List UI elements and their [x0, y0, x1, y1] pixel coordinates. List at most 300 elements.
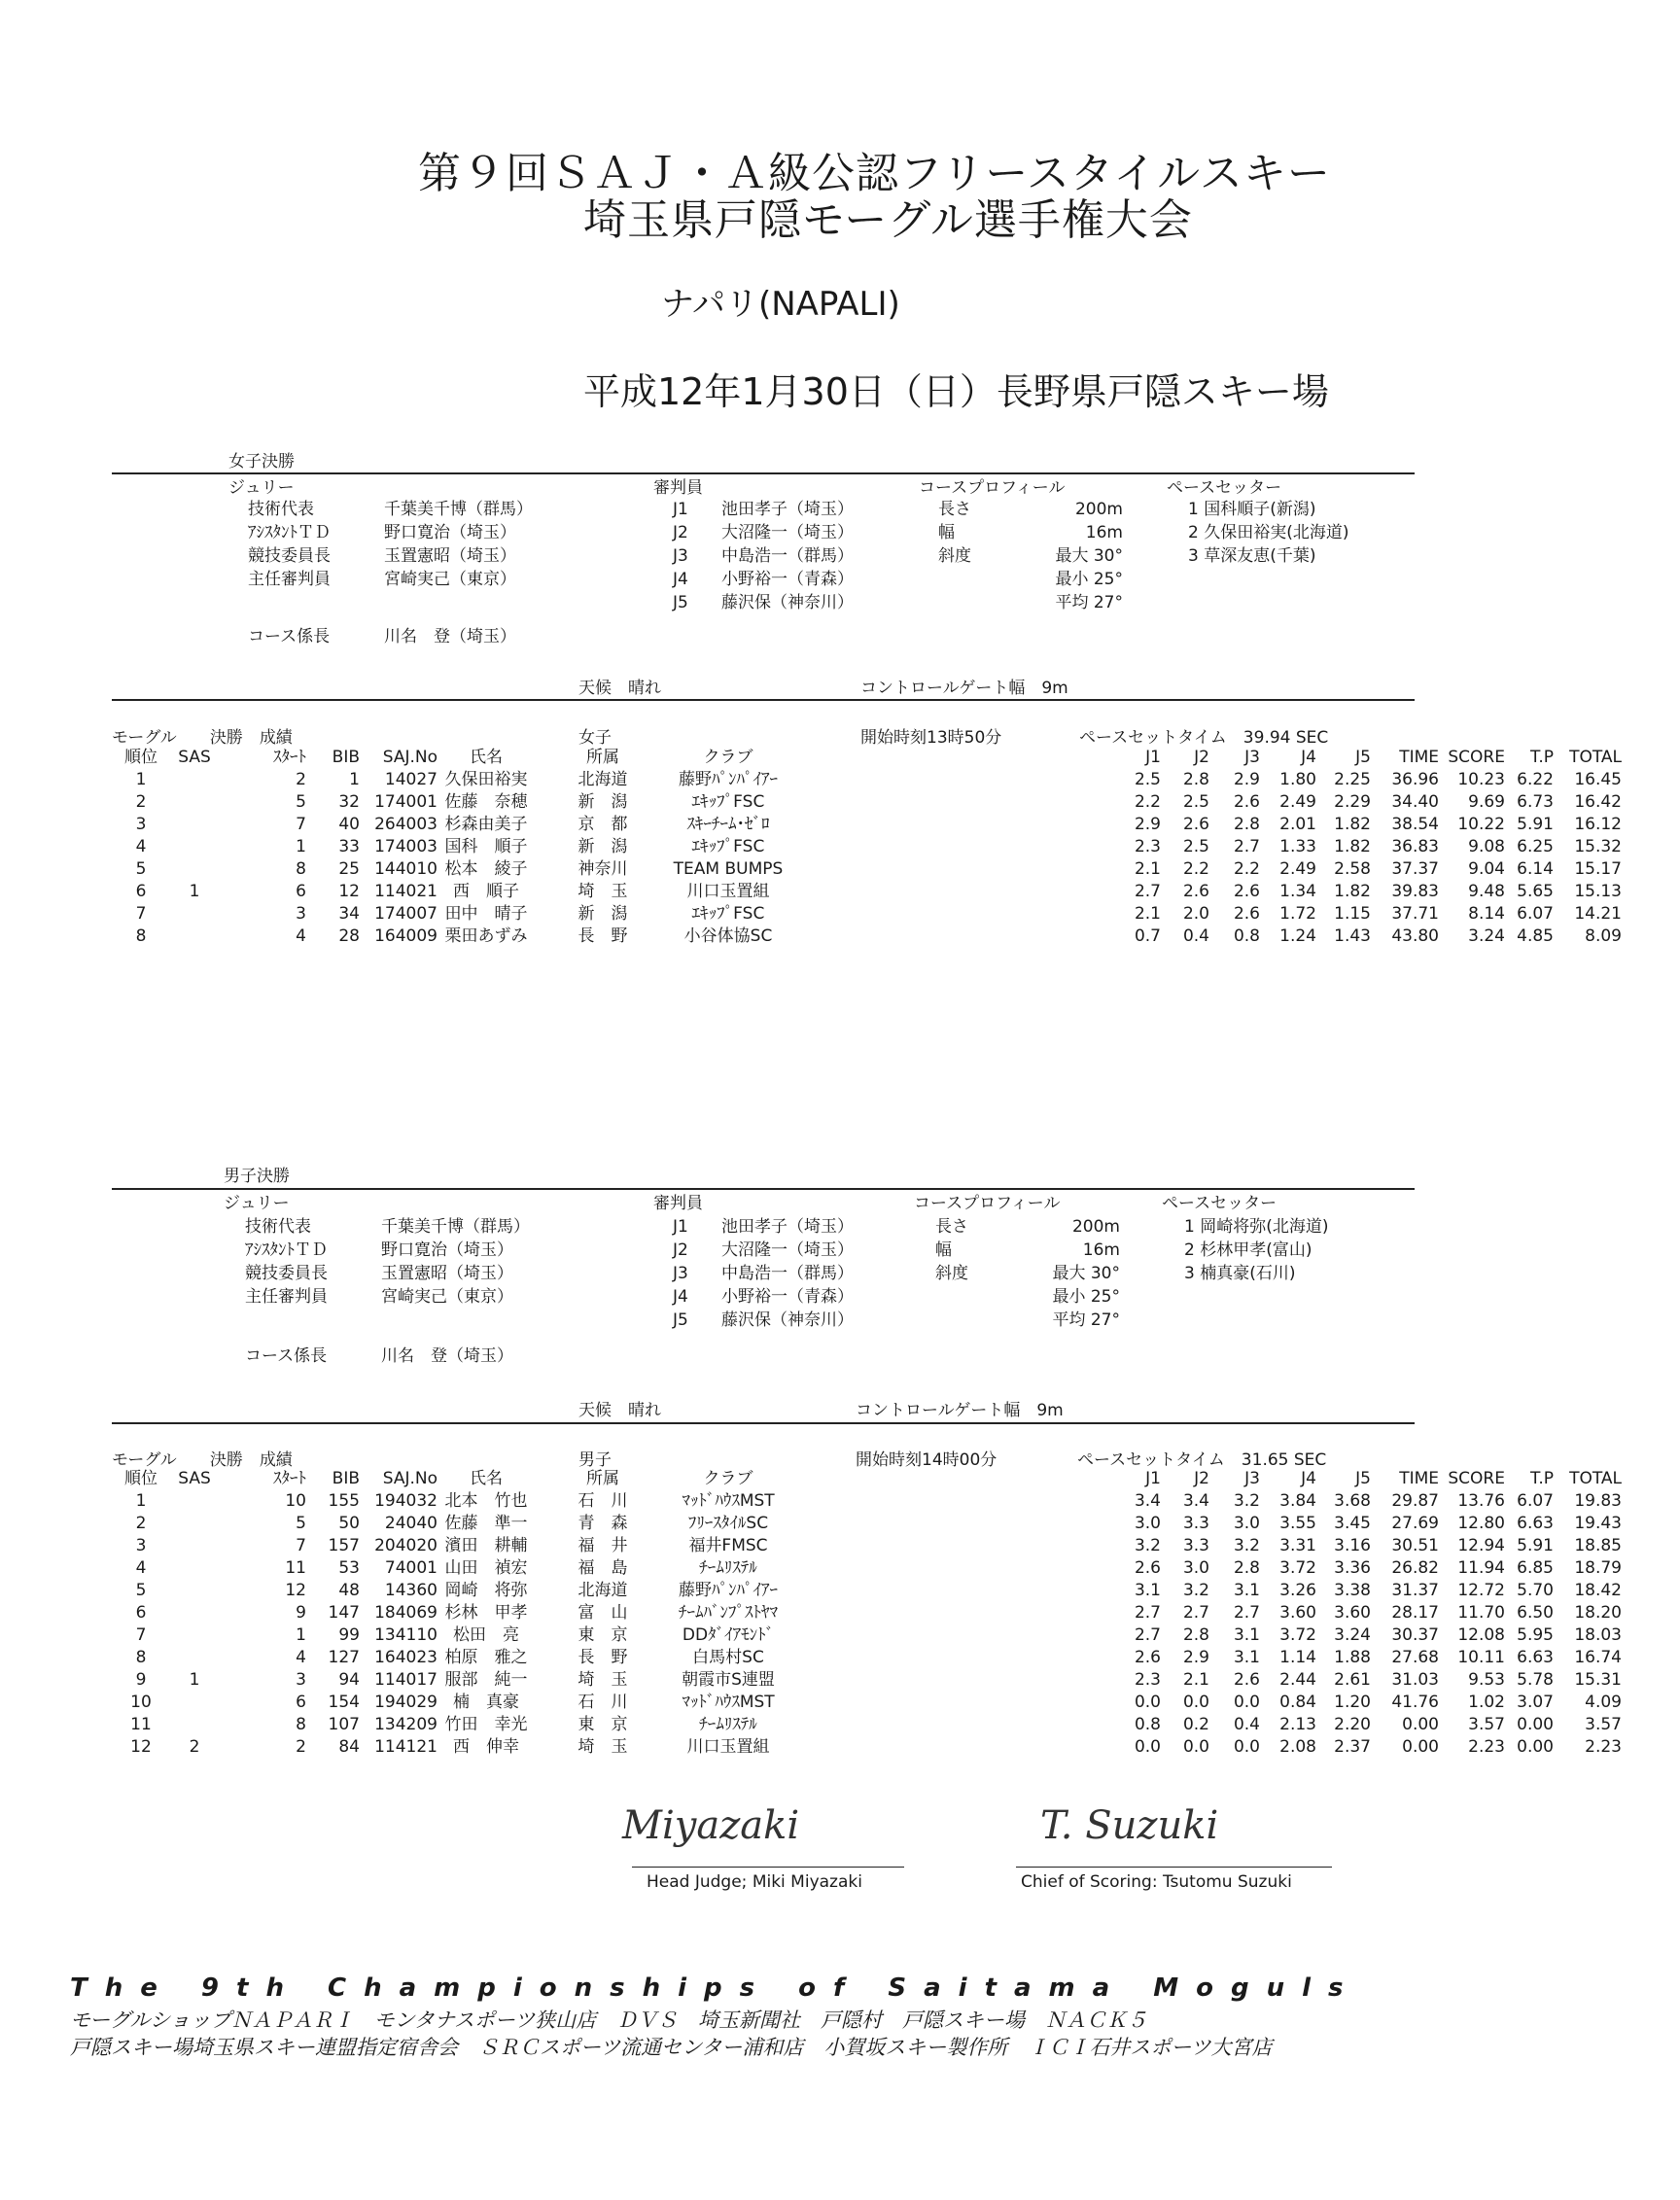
table-cell: 1	[135, 770, 147, 789]
table-cell	[170, 1692, 219, 1714]
table-cell: 41.76	[1391, 1693, 1439, 1712]
table-cell: 0.0	[1134, 1737, 1161, 1757]
weather: 天候 晴れ	[578, 1401, 661, 1420]
table-cell: 東 京	[578, 1715, 628, 1734]
table-cell: 12.80	[1457, 1514, 1505, 1533]
table-cell: 10.11	[1457, 1648, 1505, 1667]
table-cell: 1.20	[1334, 1693, 1371, 1712]
table-cell: 新 潟	[578, 904, 628, 924]
table-cell: 3.0	[1233, 1514, 1260, 1533]
table-cell: 2	[296, 1737, 306, 1757]
table-cell: 184069	[374, 1603, 438, 1623]
table-cell: 30.37	[1391, 1625, 1439, 1645]
table-cell: 4.09	[1585, 1693, 1622, 1712]
results-hdr: モーグル 決勝 成績	[112, 1450, 293, 1470]
column-header: BIB	[332, 1469, 360, 1488]
table-cell: 6	[135, 882, 147, 901]
column-header: SAJ.No	[382, 748, 438, 767]
column-header: J1	[1145, 748, 1161, 767]
table-cell: 松田 亮	[453, 1625, 519, 1645]
table-cell: 15.17	[1574, 859, 1622, 879]
table-cell: 2.23	[1585, 1737, 1622, 1757]
table-cell: 9.08	[1468, 837, 1505, 856]
table-cell: 石 川	[578, 1693, 628, 1712]
column-header: J1	[1145, 1469, 1161, 1488]
column-header: TIME	[1399, 748, 1439, 767]
table-cell: 3.4	[1182, 1491, 1209, 1511]
table-cell: 19.43	[1574, 1514, 1622, 1533]
table-cell: 2.2	[1134, 792, 1161, 812]
spacer	[786, 1736, 1108, 1759]
table-cell: 2.2	[1182, 859, 1209, 879]
table-cell: 0.0	[1182, 1737, 1209, 1757]
column-header: SAS	[178, 1469, 211, 1488]
table-cell: 2	[135, 1514, 147, 1533]
table-cell: 12	[285, 1581, 306, 1600]
table-cell: 2.7	[1233, 1603, 1260, 1623]
table-cell: 国科 順子	[444, 837, 528, 856]
pacesetter-item: 3 楠真豪(石川)	[1184, 1264, 1296, 1283]
spacer	[786, 836, 1108, 858]
table-cell: 3.2	[1233, 1536, 1260, 1555]
table-cell: 6.25	[1517, 837, 1554, 856]
spacer	[786, 791, 1108, 814]
table-cell	[170, 1714, 219, 1736]
table-cell: 0.2	[1182, 1715, 1209, 1734]
table-cell: 3.72	[1279, 1625, 1316, 1645]
table-cell: 2.9	[1182, 1648, 1209, 1667]
table-cell: 10	[285, 1491, 306, 1511]
table-cell: 18.20	[1574, 1603, 1622, 1623]
table-cell: 3	[135, 1536, 147, 1555]
column-header: J5	[1355, 748, 1371, 767]
table-cell: 4	[135, 837, 147, 856]
judge-row: J2 大沼隆一（埼玉）	[673, 523, 854, 542]
table-cell: 5.65	[1517, 882, 1554, 901]
table-cell: 2.6	[1233, 1670, 1260, 1690]
table-cell: 27.68	[1391, 1648, 1439, 1667]
column-header: J3	[1244, 748, 1260, 767]
table-cell: 174007	[374, 904, 438, 924]
table-cell: 36.83	[1391, 837, 1439, 856]
table-cell: 0.00	[1517, 1737, 1554, 1757]
table-cell	[170, 1513, 219, 1535]
table-cell: 5	[135, 859, 147, 879]
table-cell: 佐藤 奈穂	[444, 792, 528, 812]
table-cell: 2.5	[1182, 792, 1209, 812]
table-cell: 2.23	[1468, 1737, 1505, 1757]
table-cell: 164023	[374, 1648, 438, 1667]
table-cell: 6.63	[1517, 1648, 1554, 1667]
table-cell: 1	[349, 770, 360, 789]
women-section-title: 女子決勝	[228, 452, 295, 471]
table-cell: ﾏｯﾄﾞﾊｳｽMST	[682, 1693, 775, 1712]
table-cell: 2.6	[1134, 1648, 1161, 1667]
judge-row: J5 藤沢保（神奈川）	[673, 593, 854, 612]
table-cell: 2.49	[1279, 792, 1316, 812]
table-cell: 53	[338, 1558, 360, 1578]
pacesetter-item: 2 杉林甲孝(富山)	[1184, 1240, 1312, 1260]
table-cell: 8.14	[1468, 904, 1505, 924]
table-cell: 1.02	[1468, 1693, 1505, 1712]
table-cell	[170, 791, 219, 814]
spacer	[786, 1669, 1108, 1692]
jury-label: ジュリー	[228, 478, 295, 498]
table-cell: 14.21	[1574, 904, 1622, 924]
judge-row: J4 小野裕一（青森）	[673, 1287, 854, 1307]
table-cell: 2.37	[1334, 1737, 1371, 1757]
table-cell: 11	[130, 1715, 152, 1734]
judge-row: J1 池田孝子（埼玉）	[673, 1217, 854, 1237]
table-cell: 杉森由美子	[444, 815, 528, 834]
table-cell: 2.8	[1233, 815, 1260, 834]
table-cell: 194032	[374, 1491, 438, 1511]
column-header: T.P	[1529, 748, 1554, 767]
category-label: 女子	[578, 728, 612, 748]
column-header: J2	[1194, 1469, 1209, 1488]
table-cell: 12.94	[1457, 1536, 1505, 1555]
table-cell: 神奈川	[578, 859, 628, 879]
jury-list	[245, 1215, 530, 1309]
table-cell: 3.55	[1279, 1514, 1316, 1533]
jury-row: 主任審判員 宮崎実己（東京）	[245, 1287, 513, 1307]
table-cell: 16.45	[1574, 770, 1622, 789]
table-cell: 0.0	[1233, 1693, 1260, 1712]
table-cell: 東 京	[578, 1625, 628, 1645]
table-cell: 2.8	[1182, 770, 1209, 789]
table-cell: 3.45	[1334, 1514, 1371, 1533]
table-cell: 0.7	[1134, 926, 1161, 946]
table-cell: 9.04	[1468, 859, 1505, 879]
column-header: ｽﾀｰﾄ	[273, 748, 306, 767]
table-cell: 15.31	[1574, 1670, 1622, 1690]
table-cell: 3	[296, 1670, 306, 1690]
table-cell: 5.91	[1517, 815, 1554, 834]
spacer	[786, 1647, 1108, 1669]
table-cell: 29.87	[1391, 1491, 1439, 1511]
course-profile-label: コースプロフィール	[914, 1194, 1061, 1213]
table-cell: 2.6	[1233, 882, 1260, 901]
table-cell: 白馬村SC	[692, 1648, 764, 1667]
table-cell: 31.03	[1391, 1670, 1439, 1690]
table-cell: 0.84	[1279, 1693, 1316, 1712]
table-cell: 竹田 幸光	[444, 1715, 528, 1734]
scoring-signature: T. Suzuki	[1040, 1803, 1219, 1848]
table-cell: 12	[130, 1737, 152, 1757]
table-cell: 3.24	[1334, 1625, 1371, 1645]
table-cell: 204020	[374, 1536, 438, 1555]
table-cell: 6.22	[1517, 770, 1554, 789]
table-cell: TEAM BUMPS	[673, 859, 784, 879]
table-cell: 7	[135, 904, 147, 924]
divider	[112, 699, 1415, 701]
table-cell: 1.15	[1334, 904, 1371, 924]
profile-row: 平均 27°	[1052, 1310, 1120, 1330]
table-cell: 6.85	[1517, 1558, 1554, 1578]
course-staff: コース係長 川名 登（埼玉）	[245, 1346, 513, 1366]
title-line1: 第９回ＳＡＪ・Ａ級公認フリースタイルスキー	[418, 149, 1331, 198]
judges-label: 審判員	[653, 478, 703, 498]
judge-row: J3 中島浩一（群馬）	[673, 546, 854, 566]
table-cell: 50	[338, 1514, 360, 1533]
table-cell: 2.7	[1182, 1603, 1209, 1623]
table-cell: 新 潟	[578, 837, 628, 856]
table-cell: 147	[328, 1603, 360, 1623]
table-cell: 1.88	[1334, 1648, 1371, 1667]
table-cell: 16.12	[1574, 815, 1622, 834]
table-cell: 2.6	[1233, 904, 1260, 924]
table-cell: 24040	[384, 1514, 438, 1533]
pacesetter-label: ペースセッター	[1167, 478, 1282, 498]
men-results-table	[112, 1468, 1622, 1759]
table-cell: 2.3	[1134, 1670, 1161, 1690]
table-cell: 194029	[374, 1693, 438, 1712]
table-cell: 3.31	[1279, 1536, 1316, 1555]
table-cell: 杉林 甲孝	[444, 1603, 528, 1623]
table-cell: 富 山	[578, 1603, 628, 1623]
table-cell: 1.34	[1279, 882, 1316, 901]
jury-row: ｱｼｽﾀﾝﾄＴＤ 野口寛治（埼玉）	[245, 1240, 513, 1260]
table-cell: 6	[296, 1693, 306, 1712]
profile-row: 斜度 最大 30°	[938, 546, 1123, 566]
table-cell: 岡崎 将弥	[444, 1581, 528, 1600]
table-cell: 94	[338, 1670, 360, 1690]
table-cell: 長 野	[578, 1648, 628, 1667]
table-cell: 山田 禎宏	[444, 1558, 528, 1578]
table-cell: 33	[338, 837, 360, 856]
table-cell: 3.57	[1468, 1715, 1505, 1734]
column-header: T.P	[1529, 1469, 1554, 1488]
table-cell: 3.2	[1134, 1536, 1161, 1555]
table-cell: 2.25	[1334, 770, 1371, 789]
table-cell: 25	[338, 859, 360, 879]
course-profile	[935, 1215, 1120, 1332]
table-cell: 12	[338, 882, 360, 901]
table-cell: 1.82	[1334, 882, 1371, 901]
table-cell: 18.42	[1574, 1581, 1622, 1600]
spacer	[786, 1468, 1108, 1490]
table-cell: 1	[296, 1625, 306, 1645]
table-cell: 1.43	[1334, 926, 1371, 946]
table-cell: 3.2	[1233, 1491, 1260, 1511]
table-cell: ｽｷｰﾁｰﾑ･ｾﾞﾛ	[686, 815, 770, 834]
table-cell: 柏原 雅之	[444, 1648, 528, 1667]
table-cell: 0.0	[1233, 1737, 1260, 1757]
table-cell: 北本 竹也	[444, 1491, 528, 1511]
table-cell: 服部 純一	[444, 1670, 528, 1690]
table-cell	[170, 1602, 219, 1624]
men-section-title: 男子決勝	[224, 1167, 290, 1186]
pace-time: ペースセットタイム 39.94 SEC	[1079, 728, 1329, 748]
profile-row: 長さ 200m	[938, 500, 1123, 519]
table-cell: 6.07	[1517, 1491, 1554, 1511]
table-cell: 2.08	[1279, 1737, 1316, 1757]
spacer	[786, 858, 1108, 881]
table-cell: 西 伸幸	[453, 1737, 519, 1757]
column-header: J3	[1244, 1469, 1260, 1488]
table-cell: 16.42	[1574, 792, 1622, 812]
signature-line	[632, 1867, 904, 1868]
table-cell: 134110	[374, 1625, 438, 1645]
table-cell: 30.51	[1391, 1536, 1439, 1555]
column-header: 所属	[586, 748, 619, 767]
table-cell: 福井FMSC	[688, 1536, 768, 1555]
table-cell: 13.76	[1457, 1491, 1505, 1511]
table-cell: 3.60	[1279, 1603, 1316, 1623]
table-cell: ﾁｰﾑﾘｽﾃﾙ	[699, 1558, 757, 1578]
table-cell: 1.33	[1279, 837, 1316, 856]
table-cell: 43.80	[1391, 926, 1439, 946]
table-cell: 5	[135, 1581, 147, 1600]
table-cell: 8	[135, 926, 147, 946]
table-cell: 1	[135, 1491, 147, 1511]
table-cell: 11	[285, 1558, 306, 1578]
table-cell: 2.1	[1134, 904, 1161, 924]
column-header: J4	[1301, 1469, 1316, 1488]
spacer	[786, 1714, 1108, 1736]
judge-row: J3 中島浩一（群馬）	[673, 1264, 854, 1283]
table-cell: 2.8	[1182, 1625, 1209, 1645]
table-cell: 4.85	[1517, 926, 1554, 946]
column-header: BIB	[332, 748, 360, 767]
course-profile	[938, 498, 1123, 614]
table-cell: 1.80	[1279, 770, 1316, 789]
table-cell: 2.7	[1233, 837, 1260, 856]
table-cell: 3.16	[1334, 1536, 1371, 1555]
table-cell: 3.60	[1334, 1603, 1371, 1623]
table-cell: 28.17	[1391, 1603, 1439, 1623]
table-cell: 2.44	[1279, 1670, 1316, 1690]
table-cell	[170, 1580, 219, 1602]
table-cell: 74001	[384, 1558, 438, 1578]
table-cell: 2.7	[1134, 1603, 1161, 1623]
table-cell: 16.74	[1574, 1648, 1622, 1667]
judge-row: J5 藤沢保（神奈川）	[673, 1310, 854, 1330]
spacer	[786, 769, 1108, 791]
table-cell: 127	[328, 1648, 360, 1667]
table-cell: 31.37	[1391, 1581, 1439, 1600]
column-header: クラブ	[703, 1469, 753, 1488]
table-cell: 2.0	[1182, 904, 1209, 924]
table-cell: 4	[296, 1648, 306, 1667]
table-cell: ﾁｰﾑﾘｽﾃﾙ	[699, 1715, 757, 1734]
table-cell: 40	[338, 815, 360, 834]
table-cell: 2.3	[1134, 837, 1161, 856]
spacer	[786, 1692, 1108, 1714]
table-cell: 川口玉置組	[686, 1737, 770, 1757]
table-cell: 2.6	[1182, 882, 1209, 901]
table-cell: 99	[338, 1625, 360, 1645]
table-cell: 15.13	[1574, 882, 1622, 901]
table-cell: 154	[328, 1693, 360, 1712]
column-header: SCORE	[1448, 1469, 1505, 1488]
table-cell	[170, 903, 219, 925]
table-cell: 3.68	[1334, 1491, 1371, 1511]
table-cell: 3.0	[1134, 1514, 1161, 1533]
table-cell: 4	[296, 926, 306, 946]
table-cell: 3.2	[1182, 1581, 1209, 1600]
table-cell: 114021	[374, 882, 438, 901]
judge-row: J4 小野裕一（青森）	[673, 570, 854, 589]
table-cell: 6	[135, 1603, 147, 1623]
spacer	[786, 903, 1108, 925]
footer-sponsors-2: 戸隠スキー場埼玉県スキー連盟指定宿舎会 ＳＲＣスポーツ流通センター浦和店 小賀坂スキー製作所 ＩＣＩ石井スポーツ大宮店	[70, 2036, 1273, 2059]
spacer	[786, 1624, 1108, 1647]
table-cell: 134209	[374, 1715, 438, 1734]
judges-list	[673, 498, 854, 614]
table-cell: 藤野ﾊﾟﾝﾊﾟｲｱｰ	[679, 770, 778, 789]
table-cell: 3.26	[1279, 1581, 1316, 1600]
table-cell: 8	[135, 1648, 147, 1667]
column-header: 順位	[124, 1469, 158, 1488]
table-cell: 48	[338, 1581, 360, 1600]
table-cell: 264003	[374, 815, 438, 834]
table-cell: 144010	[374, 859, 438, 879]
table-cell: 1.24	[1279, 926, 1316, 946]
table-cell: 3.4	[1134, 1491, 1161, 1511]
table-cell: 10	[130, 1693, 152, 1712]
table-cell: ｴｷｯﾌﾟFSC	[691, 837, 765, 856]
table-cell: 川口玉置組	[686, 882, 770, 901]
table-cell: 0.0	[1134, 1693, 1161, 1712]
spacer	[786, 1557, 1108, 1580]
course-profile-label: コースプロフィール	[919, 478, 1066, 498]
column-header: J2	[1194, 748, 1209, 767]
profile-row: 斜度 最大 30°	[935, 1264, 1120, 1283]
jury-label: ジュリー	[224, 1194, 290, 1213]
table-cell: 2.13	[1279, 1715, 1316, 1734]
judge-row: J1 池田孝子（埼玉）	[673, 500, 854, 519]
women-results-table	[112, 747, 1622, 948]
table-cell: 1.72	[1279, 904, 1316, 924]
table-cell: 9.69	[1468, 792, 1505, 812]
table-cell: ﾁｰﾑﾊﾞﾝﾌﾟｽﾄﾔﾏ	[679, 1603, 778, 1623]
table-cell: 楠 真豪	[453, 1693, 519, 1712]
table-cell: 0.8	[1134, 1715, 1161, 1734]
table-cell: 34	[338, 904, 360, 924]
pacesetter-item: 3 草深友恵(千葉)	[1188, 546, 1316, 566]
column-header: 氏名	[470, 748, 503, 767]
table-cell: 3	[296, 904, 306, 924]
table-cell: 0.8	[1233, 926, 1260, 946]
table-cell: 7	[296, 815, 306, 834]
table-cell: 石 川	[578, 1491, 628, 1511]
table-cell: 11.94	[1457, 1558, 1505, 1578]
table-cell: 埼 玉	[578, 882, 628, 901]
table-cell: 2.58	[1334, 859, 1371, 879]
pacesetter-list	[1188, 498, 1348, 568]
table-cell: 6	[296, 882, 306, 901]
table-cell: 2.6	[1233, 792, 1260, 812]
table-cell: 155	[328, 1491, 360, 1511]
table-cell: 164009	[374, 926, 438, 946]
judges-label: 審判員	[653, 1194, 703, 1213]
profile-row: 幅 16m	[935, 1240, 1120, 1260]
table-cell: 7	[296, 1536, 306, 1555]
table-cell: 0.00	[1402, 1737, 1439, 1757]
spacer	[786, 814, 1108, 836]
table-cell: 1	[296, 837, 306, 856]
table-cell: 15.32	[1574, 837, 1622, 856]
table-cell: 2.6	[1182, 815, 1209, 834]
column-header: SAS	[178, 748, 211, 767]
pacesetter-label: ペースセッター	[1162, 1194, 1278, 1213]
table-cell: 朝霞市S連盟	[682, 1670, 775, 1690]
table-cell: DDﾀﾞｲｱﾓﾝﾄﾞ	[682, 1625, 775, 1645]
table-cell: 2.2	[1233, 859, 1260, 879]
table-cell: 松本 綾子	[444, 859, 528, 879]
table-cell: 0.0	[1182, 1693, 1209, 1712]
